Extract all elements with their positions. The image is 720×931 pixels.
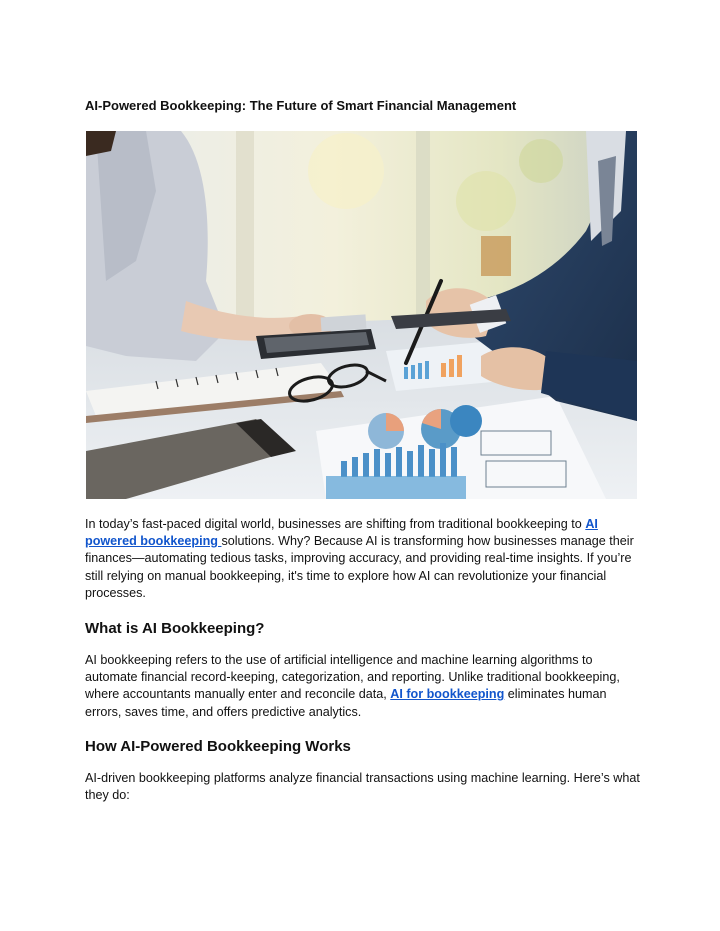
ai-for-bookkeeping-link[interactable]: AI for bookkeeping: [390, 687, 505, 702]
section1-text-after-link: eliminates human errors, saves time, and offers predictive analytics.: [85, 687, 607, 719]
section2-paragraph: AI-driven bookkeeping platforms analyze financial transactions using machine learning. Here’s what they do:: [85, 771, 640, 803]
section1-text-before-link: AI bookkeeping refers to the use of artificial intelligence and machine learning algorithms to automate financial record-keeping, categorization, and reporting. Unlike traditional bookkeeping, where accountants manually enter and reconcile data,: [85, 653, 620, 702]
intro-text-after-link: solutions. Why? Because AI is transforming how businesses manage their finances—automating tedious tasks, improving accuracy, and providing real-time insights. If you’re still relying on manual bookkeeping, it's time to explore how AI can revolutionize your financial processes.: [85, 534, 634, 600]
section-heading-what-is-ai-bookkeeping: What is AI Bookkeeping?: [85, 620, 265, 637]
ai-powered-bookkeeping-link[interactable]: AI powered bookkeeping: [85, 517, 598, 549]
hero-image: [86, 131, 637, 499]
intro-text-before-link: In today’s fast-paced digital world, businesses are shifting from traditional bookkeeping to: [85, 517, 586, 531]
document-title: AI-Powered Bookkeeping: The Future of Smart Financial Management: [85, 98, 517, 113]
section-heading-how-it-works: How AI-Powered Bookkeeping Works: [85, 738, 351, 755]
intro-paragraph: [85, 516, 645, 602]
office-bookkeeping-photo-icon: [86, 131, 637, 499]
section1-paragraph: [85, 652, 645, 721]
